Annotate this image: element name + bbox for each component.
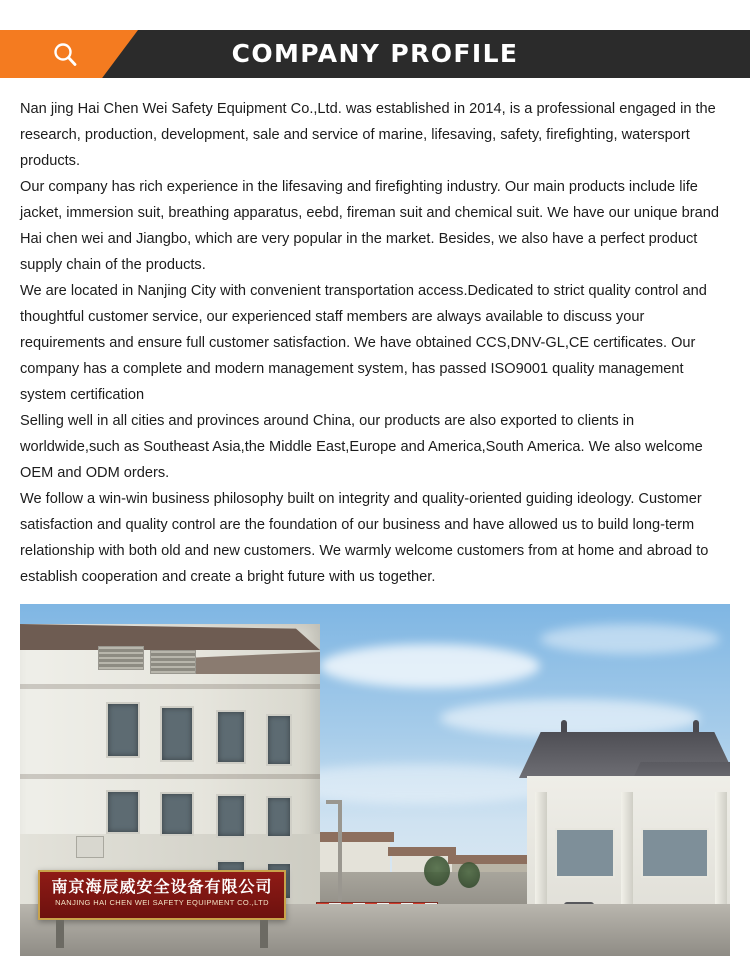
building-window [216,794,246,838]
background-building-roof [388,847,456,856]
signboard-chinese-name: 南京海辰威安全设备有限公司 [51,877,273,896]
pavilion-window [641,828,709,878]
building-window [160,706,194,762]
page-title: COMPANY PROFILE [231,39,519,68]
building-window [216,710,246,764]
facade-band [20,684,320,689]
roof-vent-grille [98,646,144,670]
signboard-english-name: NANJING HAI CHEN WEI SAFETY EQUIPMENT CO.,LTD [55,898,269,907]
pavilion-window [555,828,615,878]
section-header-banner [0,30,750,78]
signboard-post [260,920,268,948]
air-conditioner-unit [76,836,104,858]
signboard-post [56,920,64,948]
search-icon [52,41,78,67]
profile-paragraph: Our company has rich experience in the lifesaving and firefighting industry. Our main products include life jacket, immersion suit, breathing apparatus, eebd, fireman suit and chemical suit. We have our unique brand Hai chen wei and Jiangbo, which are very popular in the market. Besides, we also have a perfect product supply chain of the products. [20,179,719,273]
roof-finial [693,720,699,734]
building-roof [20,624,320,650]
cloud-shape [320,644,540,688]
roof-vent-grille [150,650,196,674]
building-window [160,792,194,836]
background-building-roof [316,832,394,842]
profile-paragraph: We follow a win-win business philosophy built on integrity and quality-oriented guiding ideology. Customer satisfaction and quality control are the foundation of our business and have allowed us to build long-term relationship with both old and new customers. We warmly welcome customers from at home and abroad to establish cooperation and create a bright future with us together. [20,491,709,585]
tree [458,862,480,888]
tree [424,856,450,886]
building-window [106,702,140,758]
profile-text-block [0,78,750,590]
building-window [106,790,140,834]
factory-building-photo [20,604,730,956]
signboard-posts [38,920,286,948]
building-window [266,796,292,838]
cloud-shape [540,624,720,654]
photo-canvas [20,604,730,956]
company-profile-page [0,30,750,960]
profile-paragraph: We are located in Nanjing City with convenient transportation access.Dedicated to strict quality control and thoughtful customer service, our experienced staff members are always available to discuss your requirements and ensure full customer satisfaction. We have obtained CCS,DNV-GL,CE certificates. Our company has a complete and modern management system, has passed ISO9001 quality management system certification [20,283,707,403]
street-lamp-pole [338,800,342,912]
roof-finial [561,720,567,734]
profile-paragraph: Nan jing Hai Chen Wei Safety Equipment Co.,Ltd. was established in 2014, is a professional engaged in the research, production, development, sale and service of marine, lifesaving, safety, firefighting, watersport products. [20,101,716,169]
building-window [266,714,292,766]
facade-band [20,774,320,779]
background-building-roof [448,855,536,864]
company-signboard [38,870,286,920]
profile-paragraph: Selling well in all cities and provinces around China, our products are also exported to clients in worldwide,such as Southeast Asia,the Middle East,Europe and America,South America. We also welcome OEM and ODM orders. [20,413,703,481]
street-lamp-arm [326,800,342,804]
